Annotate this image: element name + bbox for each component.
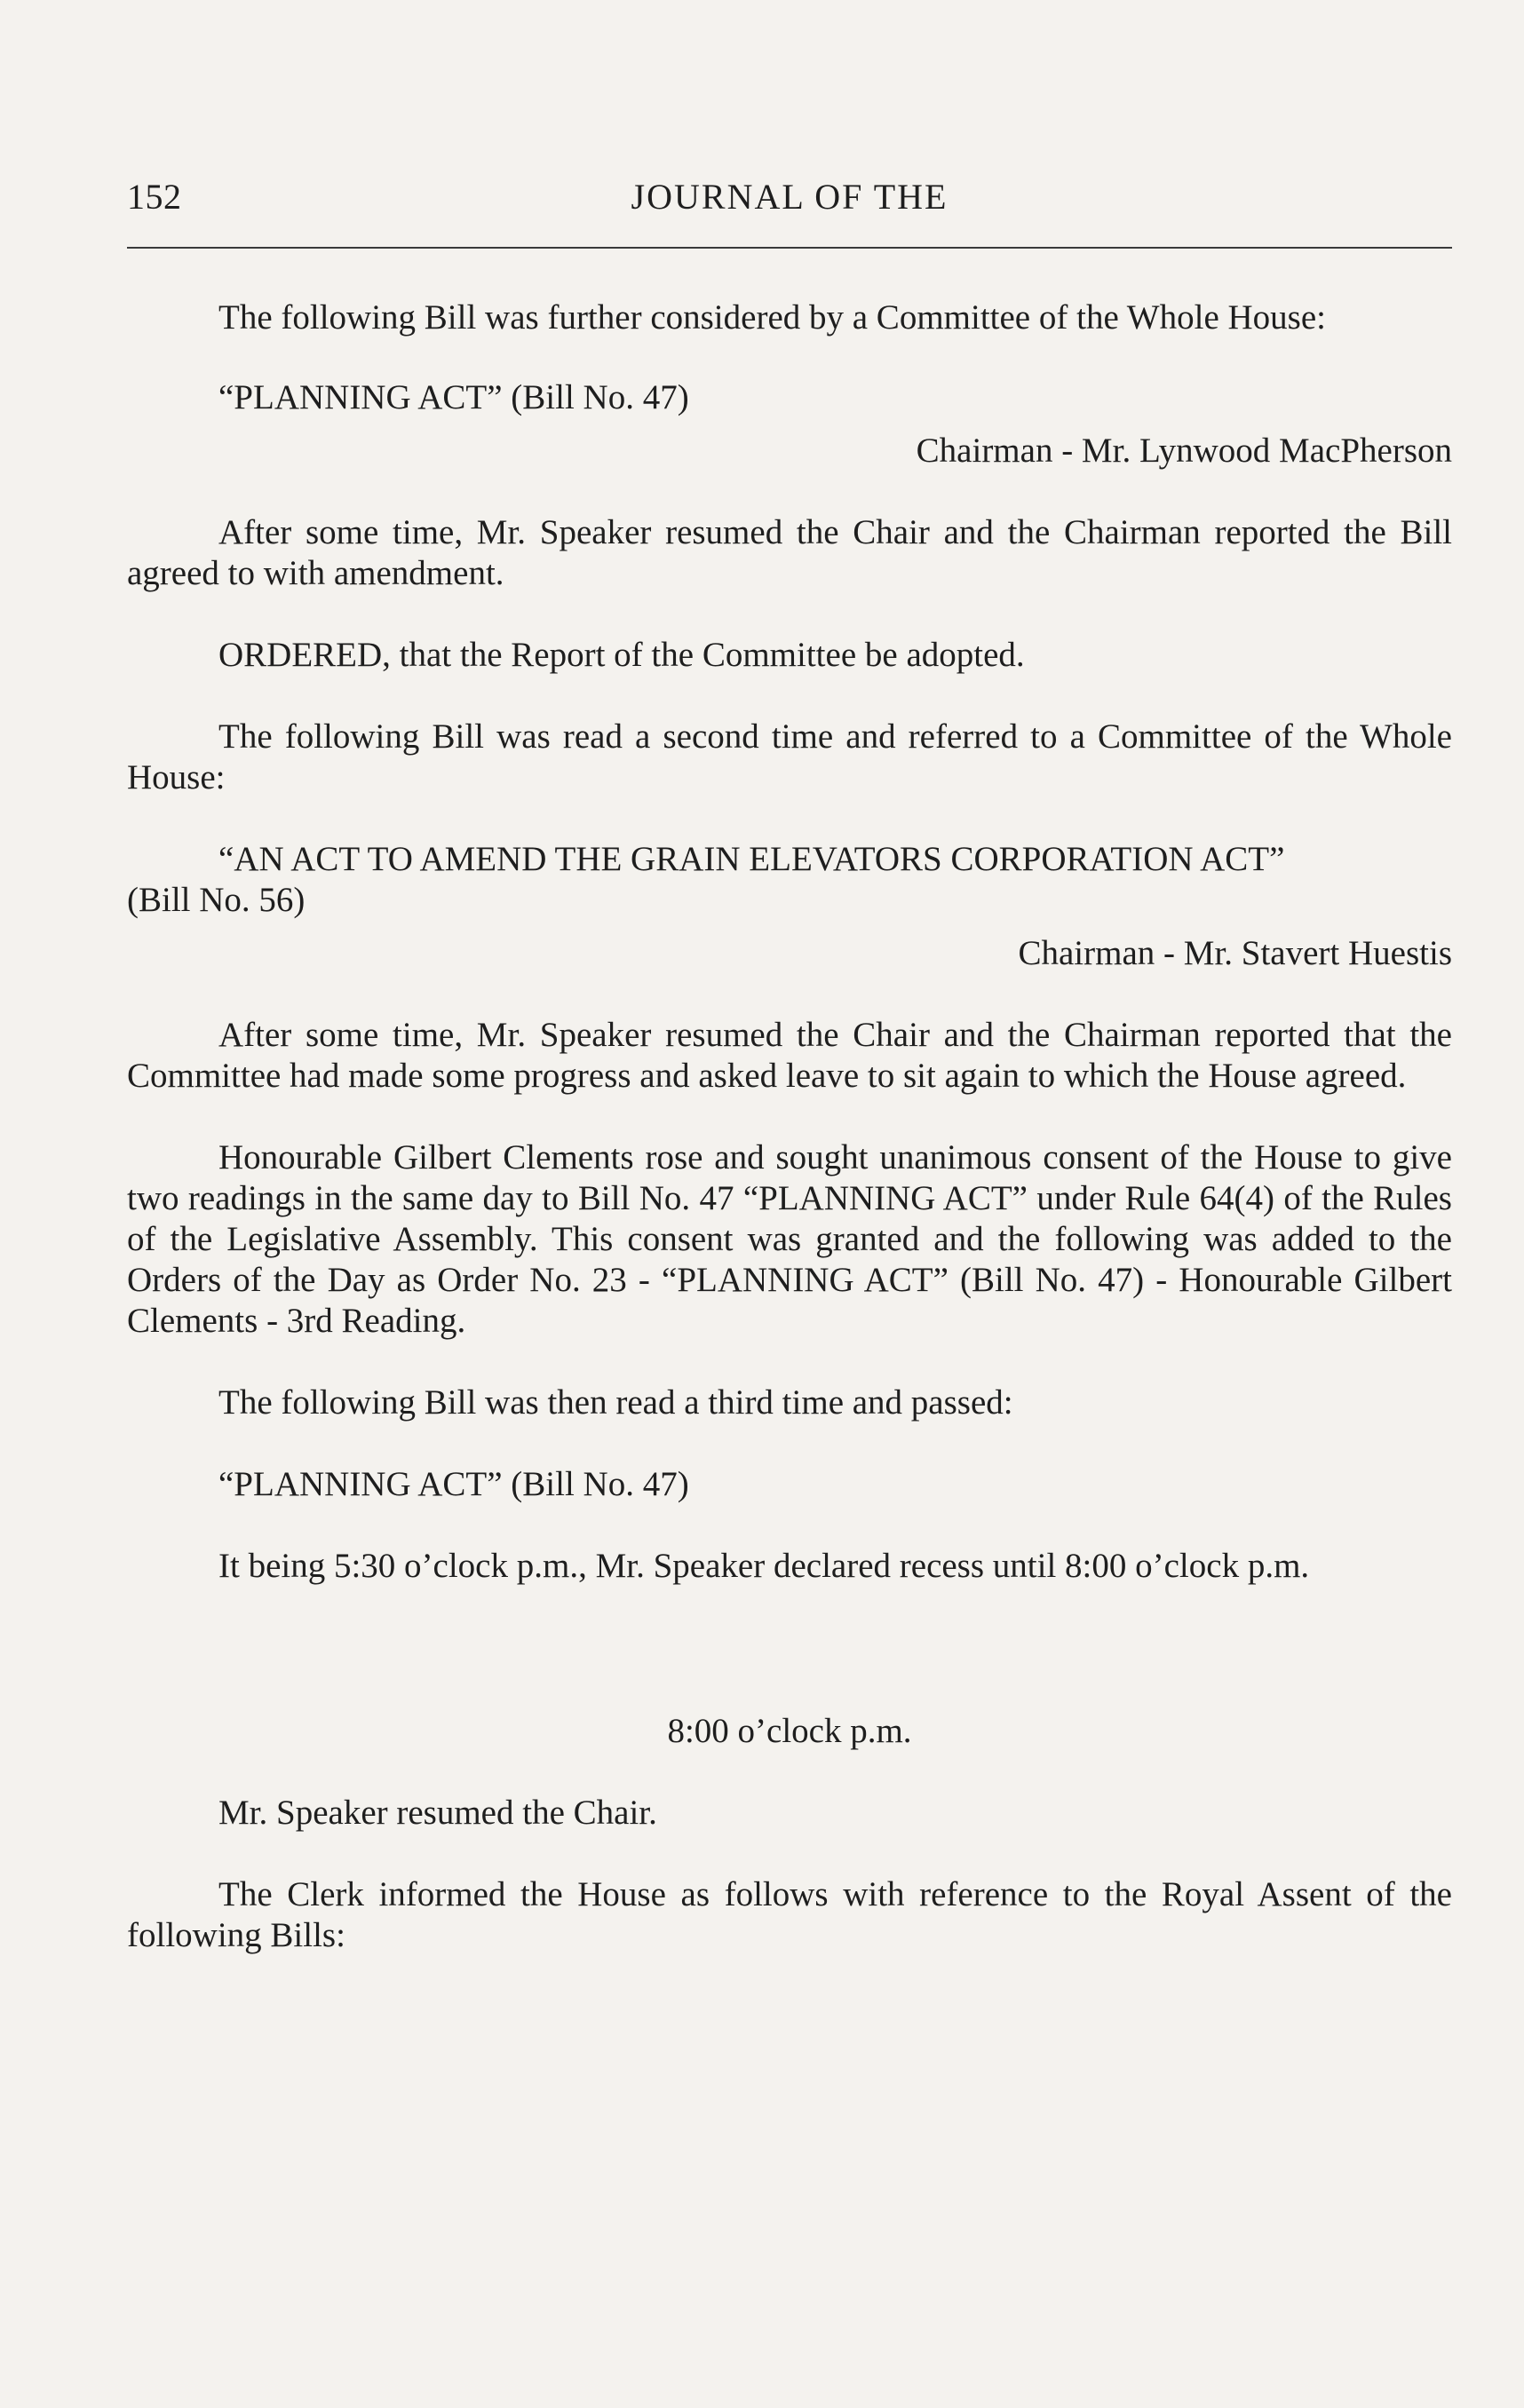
header-rule — [127, 247, 1452, 249]
paragraph-unanimous-consent: Honourable Gilbert Clements rose and sought unanimous consent of the House to give two readings in the same day to Bill No. 47 “PLANNING ACT” under Rule 64(4) of the Rules of the Legislative Assembly. This consent was granted and the following was added to the Orders of the Day as Order No. 23 - “PLANNING ACT” (Bill No. 47) - Honourable Gilbert Clements - 3rd Reading. — [127, 1138, 1452, 1340]
paragraph-report-amendment: After some time, Mr. Speaker resumed the Chair and the Chairman reported the Bill agreed to with amendment. — [127, 513, 1452, 592]
page-header — [127, 176, 1452, 229]
paragraph-royal-assent: The Clerk informed the House as follows with reference to the Royal Assent of the following Bills: — [127, 1875, 1452, 1954]
time-heading: 8:00 o’clock p.m. — [667, 1712, 912, 1750]
chairman-line-huestis: Chairman - Mr. Stavert Huestis — [1018, 934, 1452, 972]
paragraph-progress-report: After some time, Mr. Speaker resumed the Chair and the Chairman reported that the Committee had made some progress and asked leave to sit again to which the House agreed. — [127, 1016, 1452, 1095]
bill-title-planning-act: “PLANNING ACT” (Bill No. 47) — [218, 378, 689, 416]
bill-title-planning-act-passed: “PLANNING ACT” (Bill No. 47) — [218, 1465, 689, 1503]
paragraph-resumed-chair: Mr. Speaker resumed the Chair. — [218, 1794, 657, 1832]
bill-number-56: (Bill No. 56) — [127, 881, 306, 919]
journal-body — [127, 297, 1452, 1956]
chairman-line-macpherson: Chairman - Mr. Lynwood MacPherson — [916, 432, 1452, 470]
paragraph-second-reading: The following Bill was read a second time and referred to a Committee of the Whole House: — [127, 717, 1452, 796]
paragraph-ordered: ORDERED, that the Report of the Committee be adopted. — [218, 636, 1025, 674]
paragraph-recess: It being 5:30 o’clock p.m., Mr. Speaker declared recess until 8:00 o’clock p.m. — [218, 1547, 1310, 1585]
page-number: 152 — [127, 177, 182, 217]
bill-title-grain-elevators: “AN ACT TO AMEND THE GRAIN ELEVATORS CORPORATION ACT” — [218, 840, 1285, 878]
running-head: JOURNAL OF THE — [631, 177, 949, 217]
paragraph-committee-consideration: The following Bill was further considered by a Committee of the Whole House: — [218, 298, 1326, 337]
paragraph-third-reading: The following Bill was then read a third time and passed: — [218, 1383, 1013, 1422]
